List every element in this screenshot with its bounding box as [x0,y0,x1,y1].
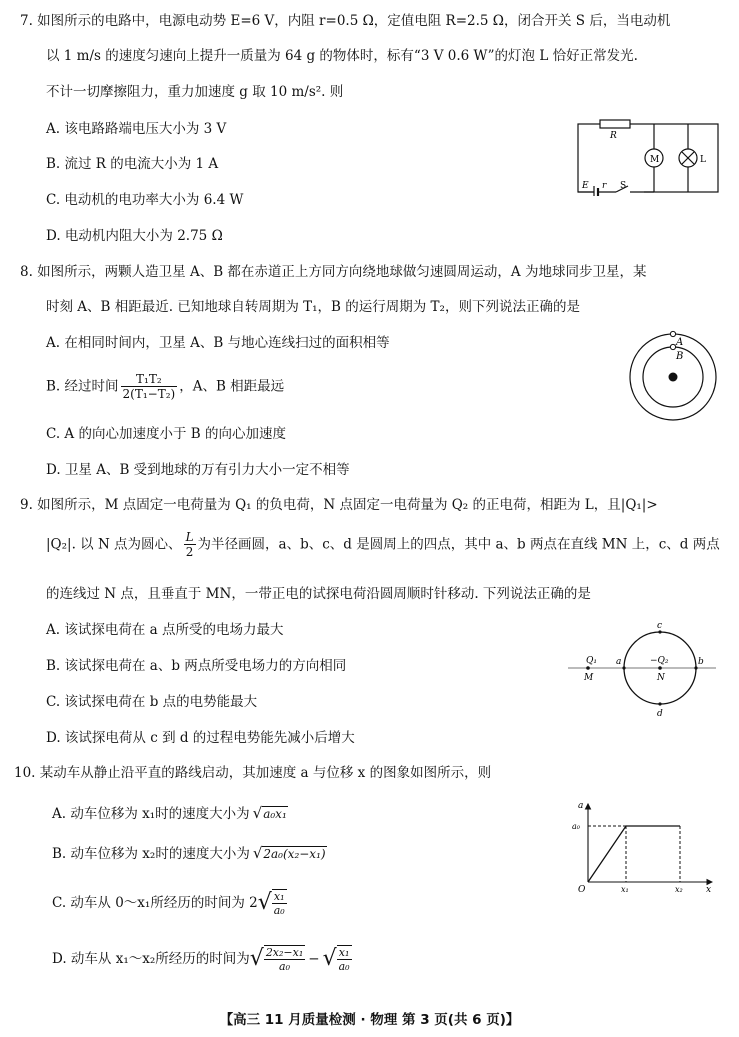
q10-stem-line1: 10. 某动车从静止沿平直的路线启动，其加速度 a 与位移 x 的图象如图所示，则 [14,765,492,781]
page-footer: 【高三 11 月质量检测 · 物理 第 3 页(共 6 页)】 [219,1012,520,1028]
q10-ax-graph [566,796,718,896]
x2-tick-label: x₂ [675,885,683,894]
q10-option-b-prefix: B. 动车位移为 x₂时的速度大小为 [52,846,250,862]
q10-option-d-prefix: D. 动车从 x₁～x₂所经历的时间为 [52,951,250,967]
fraction-denominator: a₀ [273,904,285,917]
q7-stem-line1: 7. 如图所示的电路中，电源电动势 E=6 V，内阻 r=0.5 Ω，定值电阻 R=2.5 Ω，闭合开关 S 后，当电动机 [20,13,671,29]
q8-option-b-suffix: ，A、B 相距最远 [179,378,285,395]
motor-m-label: M [650,155,660,165]
point-a-dot [622,666,625,669]
q10-option-c-prefix: C. 动车从 0～x₁所经历的时间为 2 [52,895,258,911]
point-n-label: N [657,673,665,683]
origin-label: O [578,885,586,895]
point-n-dot [658,666,662,670]
radical-sign: √ [252,804,263,822]
fraction-numerator: x₁ [338,946,350,959]
sqrt-2a0-x2-x1 [253,844,327,863]
q8-option-c: C. A 的向心加速度小于 B 的向心加速度 [46,426,286,442]
point-a-label: a [616,657,622,667]
q9-stem-line2 [46,530,720,559]
q8-orbit-diagram [626,330,720,424]
minus-sign: − [308,951,320,967]
q10-option-b [52,844,327,863]
q7-option-c: C. 电动机的电功率大小为 6.4 W [46,192,244,208]
label-internal-r: r [602,181,607,191]
fraction-denominator: 2(T₁−T₂) [122,387,176,401]
label-e: E [582,181,589,191]
sqrt-x1-over-a0 [272,889,287,917]
charge-q2-label: −Q₂ [650,656,669,666]
fraction-denominator: 2 [184,544,196,559]
fraction-numerator: x₁ [273,890,285,903]
fraction-denominator: a₀ [338,960,350,973]
q9-stem-line1: 9. 如图所示，M 点固定一电荷量为 Q₁ 的负电荷，N 点固定一电荷量为 Q₂ 的正电荷，相距为 L，且|Q₁|> [20,497,658,513]
q8-option-a: A. 在相同时间内，卫星 A、B 与地心连线扫过的面积相等 [46,335,390,351]
q7-option-d: D. 电动机内阻大小为 2.75 Ω [46,228,223,244]
satellite-b-dot [670,344,675,349]
q10-option-d [52,945,352,973]
acceleration-curve [588,826,680,882]
q10-option-c [52,889,287,917]
fraction-numerator: L [185,530,194,544]
q7-circuit-diagram [574,116,724,196]
fraction-numerator: 2x₂−x₁ [265,946,304,959]
q8-option-b-prefix: B. 经过时间 [46,378,119,395]
q8-stem-line1: 8. 如图所示，两颗人造卫星 A、B 都在赤道正上方同方向绕地球做匀速圆周运动，A 为地球同步卫星，某 [20,264,647,280]
q8-option-b [46,372,284,401]
point-d-dot [658,702,661,705]
x1-tick-label: x₁ [621,885,629,894]
q8-stem-line2: 时刻 A、B 相距最近. 已知地球自转周期为 T₁，B 的运行周期为 T₂，则下列说法正确的是 [46,299,580,315]
radical-sign: √ [252,844,263,862]
q8-option-d: D. 卫星 A、B 受到地球的万有引力大小一定不相等 [46,462,350,478]
q9-option-b: B. 该试探电荷在 a、b 两点所受电场力的方向相同 [46,658,347,674]
a0-tick-label: a₀ [572,822,580,831]
radical-sign: √ [257,890,272,915]
satellite-b-label: B [676,351,684,362]
lamp-l-label: L [700,155,706,165]
q7-option-a: A. 该电路路端电压大小为 3 V [46,121,227,137]
q9-line2-suffix: 为半径画圆，a、b、c、d 是圆周上的四点，其中 a、b 两点在直线 MN 上，c、d 两点 [197,536,720,553]
radical-sign: √ [249,946,264,971]
half-l-fraction [184,530,196,559]
sqrt-2x2-x1-over-a0 [264,945,305,973]
q9-option-a: A. 该试探电荷在 a 点所受的电场力最大 [46,622,284,638]
satellite-a-label: A [676,337,684,348]
satellite-a-dot [670,331,675,336]
sqrt-x1-over-a0-2 [337,945,352,973]
charge-q1-label: Q₁ [586,656,597,666]
q10-option-a [52,804,288,823]
fraction-numerator: T₁T₂ [136,372,162,386]
q8-option-b-fraction [121,372,178,401]
radicand: 2a₀(x₂−x₁) [263,847,326,861]
q9-field-diagram [566,616,718,722]
x-axis-label: x [706,885,712,895]
switch-s-label: S [620,181,627,191]
q7-option-b: B. 流过 R 的电流大小为 1 A [46,156,219,172]
q10-option-a-prefix: A. 动车位移为 x₁时的速度大小为 [52,806,250,822]
y-axis-label: a [578,801,584,811]
q7-stem-line2: 以 1 m/s 的速度匀速向上提升一质量为 64 g 的物体时，标有“3 V 0.6 W”的灯泡 L 恰好正常发光. [46,48,638,64]
radical-sign: √ [322,946,337,971]
q7-stem-line3: 不计一切摩擦阻力，重力加速度 g 取 10 m/s². 则 [46,84,344,100]
q9-stem-line3: 的连线过 N 点，且垂直于 MN，一带正电的试探电荷沿圆周顺时针移动. 下列说法正确的是 [46,586,591,602]
point-d-label: d [657,709,663,719]
fraction-denominator: a₀ [264,959,305,973]
sqrt-a0x1 [253,804,288,823]
q9-option-c: C. 该试探电荷在 b 点的电势能最大 [46,694,258,710]
point-c-label: c [657,621,663,631]
point-m-dot [586,666,590,670]
point-b-label: b [698,657,704,667]
radicand: a₀x₁ [263,807,287,821]
earth-dot [669,373,678,382]
label-r: R [610,131,617,141]
point-m-label: M [584,673,594,683]
q9-option-d: D. 该试探电荷从 c 到 d 的过程电势能先减小后增大 [46,730,355,746]
q9-line2-prefix: |Q₂|. 以 N 点为圆心、 [46,536,182,553]
